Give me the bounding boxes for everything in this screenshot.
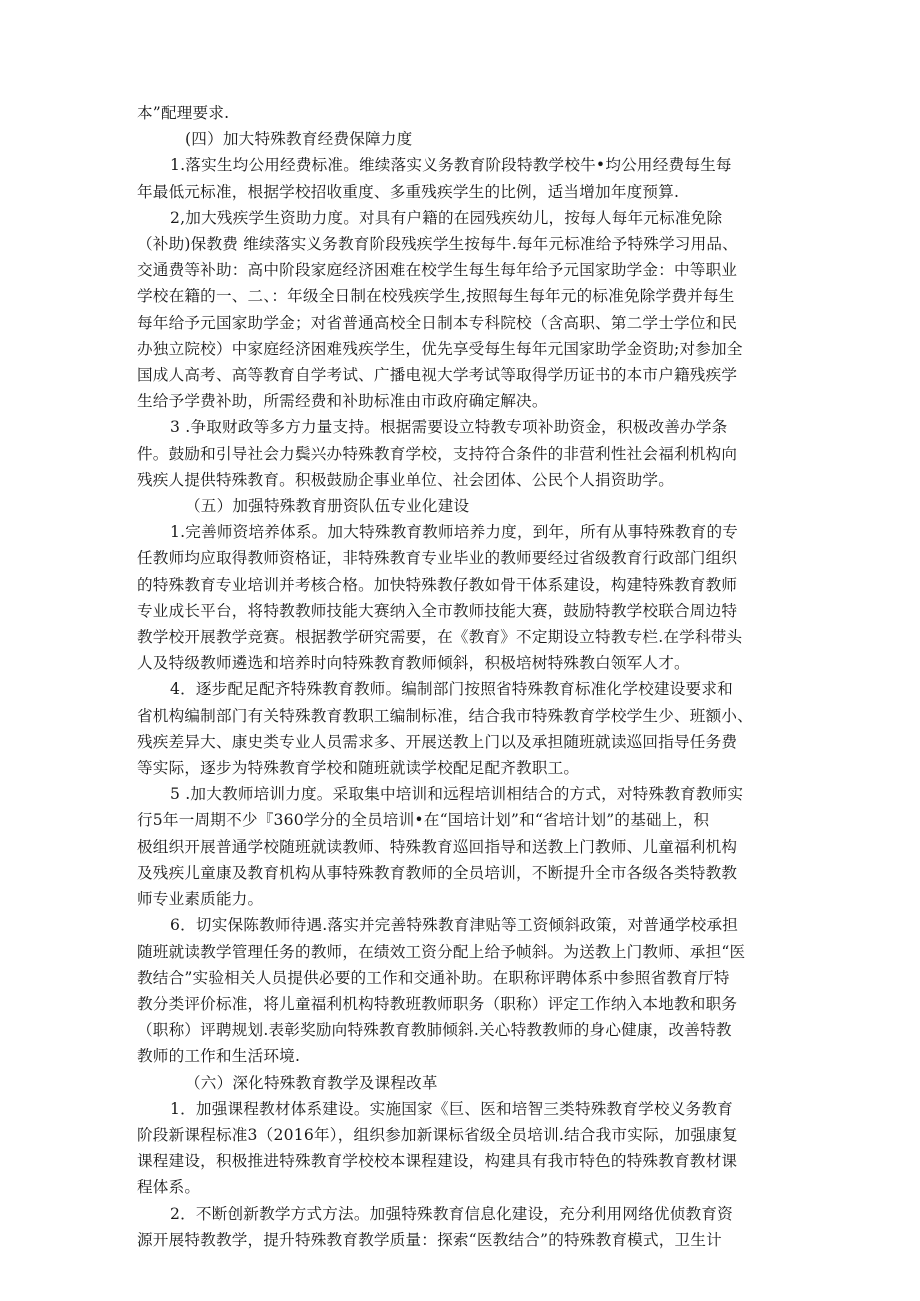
- text-line: 教学校开展教学竞赛。根据教学研究需要，在《教育》不定期设立特教专栏.在学科带头: [137, 628, 743, 647]
- text-line: （职称）评聘规划.表彰奖励向特殊教育教肺倾斜.关心特教教师的身心健康，改善特教: [137, 1021, 732, 1040]
- text-line: 等实际，逐步为特殊教育学校和随班就读学校配足配齐教职工。: [137, 759, 580, 778]
- text-line: 件。鼓励和引导社会力鬓兴办特殊教育学校，支持符合条件的非营利性社会福利机构向: [137, 444, 738, 463]
- text-line: 及残疾儿童康及教育机构从事特殊教育教师的全员培训，不断提升全市各级各类特教教: [137, 863, 738, 882]
- text-line: 4．逐步配足配齐特殊教育教师。编制部门按照省特殊教育标准化学校建设要求和: [170, 680, 733, 699]
- document-body: [137, 100, 787, 1253]
- section-heading: (四）加大特殊教育经费保障力度: [185, 130, 413, 149]
- text-line: 省机构编制部门有关特殊教育教职工编制标准，结合我市特殊教育学校学生少、班额小、: [137, 706, 753, 725]
- text-line: 2．不断创新教学方式方法。加强特殊教育信息化建设，充分利用网络优侦教育资: [170, 1204, 733, 1223]
- text-line: 1.落实生均公用经费标准。维续落实义务教育阶段特教学校牛•均公用经费每生每: [170, 156, 732, 175]
- text-line: 办独立院校）中家庭经济困难残疾学生，优先享受每生每年元国家助学金资助;对参加全: [137, 339, 743, 358]
- text-line: 随班就读教学管理任务的教师，在绩效工资分配上给予帧斜。为送教上门教师、承担“医: [137, 942, 746, 961]
- text-line: 任教师均应取得教师资格证，非特殊教育专业毕业的教师要经过省级教育行政部门组织: [137, 549, 738, 568]
- text-line: 国成人高考、高等教育自学考试、广播电视大学考试等取得学历证书的本市户籍残疾学: [137, 366, 738, 385]
- text-line: 阶段新课程标准3（2016年），组织参加新课标省级全员培训.结合我市实际，加强康复: [137, 1125, 738, 1144]
- text-line: 每年给予元国家助学金；对省普通高校全日制本专科院校（含高职、第二学士学位和民: [137, 313, 738, 332]
- text-line: 生给予学费补助，所需经费和补助标准由市政府确定解决。: [137, 392, 548, 411]
- text-line: 课程建设，积极推进特殊教育学校校本课程建设，构建具有我市特色的特殊教育教材课: [137, 1152, 738, 1171]
- text-line: 教结合”实验相关人员提供必要的工作和交通补助。在职称评聘体系中参照省教育厅特: [137, 968, 730, 987]
- text-line: 学校在籍的一、二、：年级全日制在校残疾学生,按照每生每年元的标准免除学费并每生: [137, 287, 735, 306]
- text-line: 残疾人提供特殊教育。积极鼓励企事业单位、社会团体、公民个人捐资助学。: [137, 470, 674, 489]
- text-line: 3 .争取财政等多方力量支持。根据需要设立特教专项补助资金，积极改善办学条: [170, 418, 728, 437]
- text-line: 2,加大残疾学生资助力度。对具有户籍的在园残疾幼儿，按每人每年元标准免除: [170, 208, 723, 227]
- section-heading: （六）深化特殊教育教学及课程改革: [185, 1073, 438, 1092]
- text-line: 的特殊教育专业培训并考核合格。加快特殊教仔教如骨干体系建设，构建特殊教育教师: [137, 575, 738, 594]
- text-line: 人及特级教师遴选和培养时向特殊教育教师倾斜，积极培树特殊教白领军人才。: [137, 654, 690, 673]
- text-line: 6．切实保陈教师待遇.落实并完善特殊教育津贴等工资倾斜政策，对普通学校承担: [170, 916, 739, 935]
- text-line: 教师的工作和生活环境.: [137, 1047, 301, 1066]
- text-line: 残疾差异大、康史类专业人员需求多、开展送教上门以及承担随班就读巡回指导任务费: [137, 732, 738, 751]
- text-line: 1．加强课程教材体系建设。实施国家《巨、医和培智三类特殊教育学校义务教育: [170, 1099, 733, 1118]
- text-line: 年最低元标准，根据学校招收重度、多重残疾学生的比例，适当增加年度预算.: [137, 182, 680, 201]
- text-line: 源开展特教教学，提升特殊教育教学质量：探索“医教结合”的特殊教育模式，卫生计: [137, 1230, 722, 1249]
- text-line: 1.完善师资培养体系。加大特殊教育教师培养力度，到年，所有从事特殊教育的专: [170, 523, 739, 542]
- text-line: 5 .加大教师培训力度。采取集中培训和远程培训相结合的方式，对特殊教育教师实: [170, 785, 744, 804]
- text-line: 交通费等补助：高中阶段家庭经济困难在校学生每生每年给予元国家助学金：中等职业: [137, 261, 738, 280]
- text-line: 行5年一周期不少『360学分的全员培训•在“国培计划”和“省培计划”的基础上，积: [137, 811, 710, 830]
- text-line: 本”配理要求.: [137, 104, 230, 122]
- text-line: 极组织开展普通学校随班就读教师、特殊教育巡回指导和送教上门教师、儿童福利机构: [137, 837, 738, 856]
- text-line: 师专业素质能力。: [137, 890, 264, 909]
- text-line: 程体系。: [137, 1178, 201, 1197]
- text-line: 专业成长平台，将特教教师技能大赛纳入全市教师技能大赛，鼓励特教学校联合周边特: [137, 601, 738, 620]
- section-heading: （五）加强特殊教育册资队伍专业化建设: [185, 497, 470, 516]
- text-line: 教分类评价标准，将儿童福利机构特教班教师职务（职称）评定工作纳入本地教和职务: [137, 994, 738, 1013]
- text-line: （补助)保教费 维续落实义务教育阶段残疾学生按每牛.每年元标准给予特殊学习用品、: [137, 235, 738, 254]
